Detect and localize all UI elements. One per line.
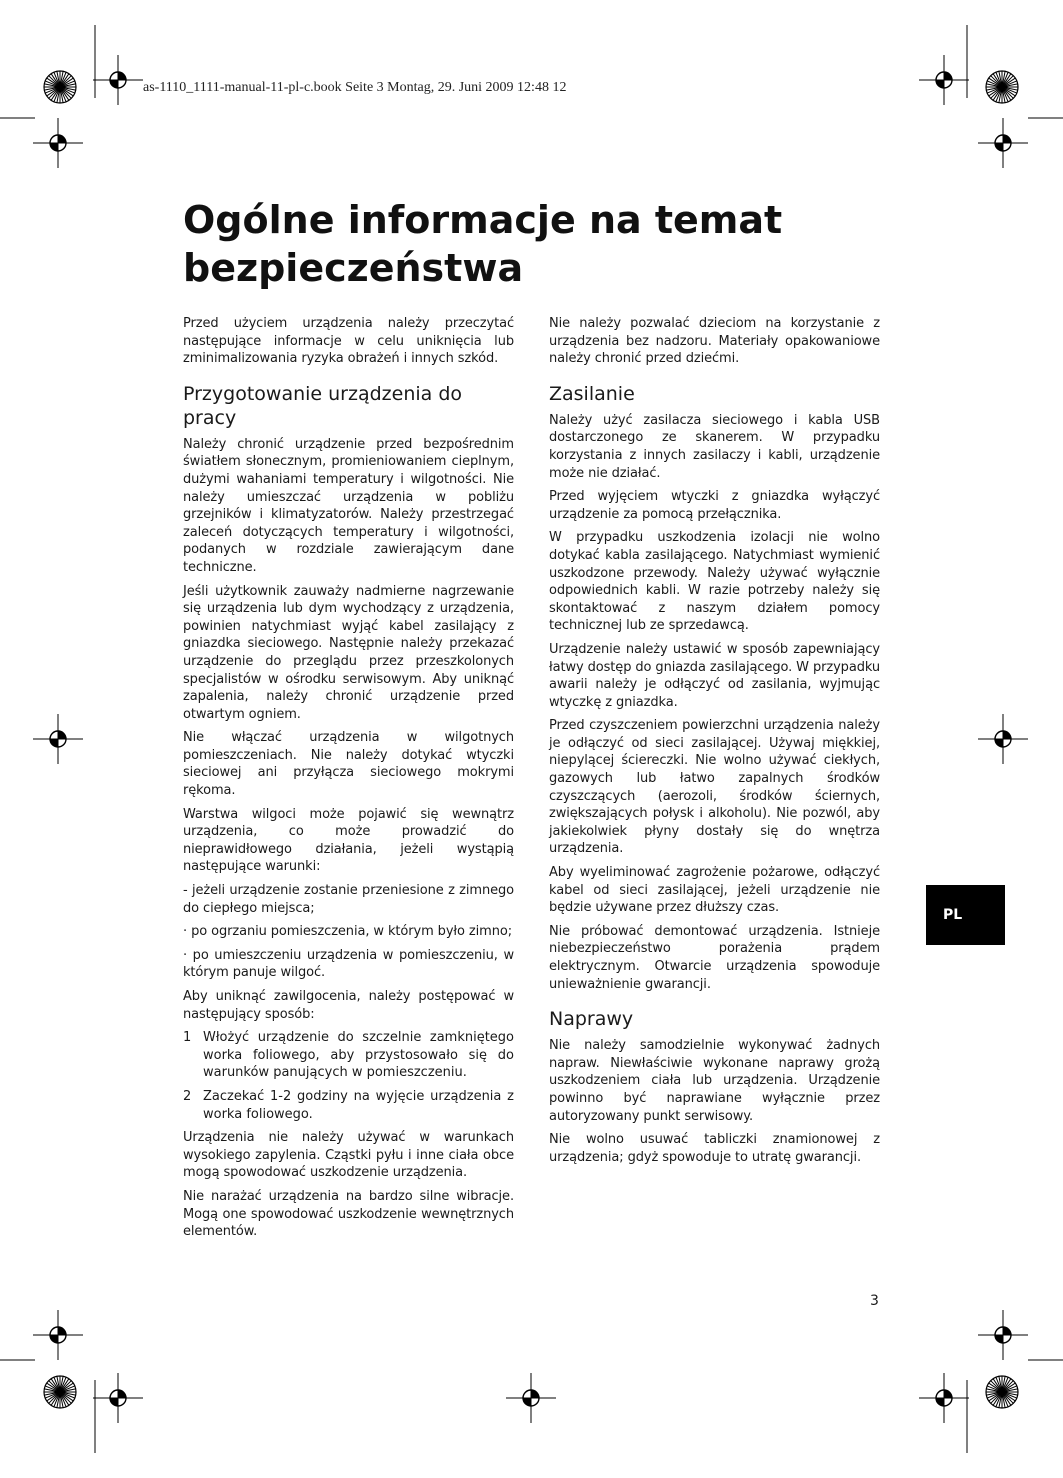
step-text: Włożyć urządzenie do szczelnie zamkniętego worka foliowego, aby przystosowało się do warunków panujących w pomieszczeniu. xyxy=(203,1030,514,1081)
step-number: 2 xyxy=(183,1088,192,1104)
language-tab: PL xyxy=(926,885,1005,945)
paragraph: Jeśli użytkownik zauważy nadmierne nagrzewanie się urządzenia lub dym wychodzący z urządzenia, powinien natychmiast wyjąć kabel zasilający z gniazdka sieciowego. Następnie należy przekazać urządzenie do przeglądu przez przeszkolonych specjalistów w ośrodku serwisowym. Aby uniknąć zapalenia, należy chronić urządzenie przed otwartym ogniem. xyxy=(183,583,514,722)
paragraph: Aby wyeliminować zagrożenie pożarowe, odłączyć kabel od sieci zasilającej, jeżeli urządzenie nie będzie używane przez dłuższy czas. xyxy=(549,865,880,916)
intro-paragraph: Nie należy pozwalać dzieciom na korzystanie z urządzenia bez nadzoru. Materiały opakowaniowe należy chronić przed dziećmi. xyxy=(549,316,880,367)
paragraph: Aby uniknąć zawilgocenia, należy postępować w następujący sposób: xyxy=(183,989,514,1022)
title-line-2: bezpieczeństwa xyxy=(183,246,524,290)
section-heading-naprawy: Naprawy xyxy=(549,1008,634,1031)
left-column xyxy=(183,315,514,1247)
paragraph: Należy chronić urządzenie przed bezpośrednim światłem słonecznym, promieniowaniem cieplnym, dużymi wahaniami temperatury i wilgotności. Nie należy umieszczać urządzenia w pobliżu grzejników i klimatyzatorów. Należy przestrzegać zaleceń dotyczących temperatury i wilgotności, podanych w rozdziale zawierającym dane techniczne. xyxy=(183,436,514,575)
page-title xyxy=(183,196,863,292)
page-number: 3 xyxy=(870,1293,879,1309)
paragraph: Nie próbować demontować urządzenia. Istnieje niebezpieczeństwo porażenia prądem elektrycznym. Otwarcie urządzenia spowoduje unieważnienie gwarancji. xyxy=(549,923,880,992)
step-number: 1 xyxy=(183,1030,192,1046)
section-heading-przygotowanie: Przygotowanie urządzenia do pracy xyxy=(183,382,463,429)
title-line-1: Ogólne informacje na temat xyxy=(183,198,783,242)
paragraph: Przed czyszczeniem powierzchni urządzenia należy je odłączyć od sieci zasilającej. Używaj miękkiej, niepylącej ściereczki. Nie wolno używać ciekłych, gazowych lub łatwo zapalnych środków czyszczących (aerozoli, środków ściernych, zwiększających połysk i alkoholu). Nie pozwól, aby jakiekolwiek płyny dostały się do wnętrza urządzenia. xyxy=(549,718,880,857)
paragraph: Należy użyć zasilacza sieciowego i kabla USB dostarczonego ze skanerem. W przypadku korzystania z innych zasilaczy i kabli, urządzenie może nie działać. xyxy=(549,412,880,481)
intro-paragraph: Przed użyciem urządzenia należy przeczytać następujące informacje w celu uniknięcia lub zminimalizowania ryzyka obrażeń i innych szkód. xyxy=(183,316,514,367)
section-heading-zasilanie: Zasilanie xyxy=(549,382,635,405)
paragraph: Nie włączać urządzenia w wilgotnych pomieszczeniach. Nie należy dotykać wtyczki sieciowej ani przyłącza sieciowego mokrymi rękoma. xyxy=(183,730,514,799)
paragraph: Nie narażać urządzenia na bardzo silne wibracje. Mogą one spowodować uszkodzenie wewnętrznych elementów. xyxy=(183,1188,514,1240)
step-text: Zaczekać 1-2 godziny na wyjęcie urządzenia z worka foliowego. xyxy=(203,1088,514,1122)
paragraph: Urządzenia nie należy używać w warunkach wysokiego zapylenia. Cząstki pyłu i inne ciała obce mogą spowodować uszkodzenie urządzenia. xyxy=(183,1130,514,1181)
paragraph: Warstwa wilgoci może pojawić się wewnątrz urządzenia, co może prowadzić do nieprawidłowego działania, jeżeli wystąpią następujące warunki: xyxy=(183,806,514,875)
condition-item: · po ogrzaniu pomieszczenia, w którym było zimno; xyxy=(183,924,512,940)
paragraph: Nie należy samodzielnie wykonywać żadnych napraw. Niewłaściwie wykonane naprawy grożą uszkodzeniem ciała lub urządzenia. Urządzenie powinno być naprawiane wyłącznie przez autoryzowany punkt serwisowy. xyxy=(549,1038,880,1124)
print-slug-line: as-1110_1111-manual-11-pl-c.book Seite 3 Montag, 29. Juni 2009 12:48 12 xyxy=(143,80,567,95)
numbered-step xyxy=(183,1029,514,1082)
paragraph: W przypadku uszkodzenia izolacji nie wolno dotykać kabla zasilającego. Natychmiast wymienić uszkodzone przewody. Należy używać wyłącznie odpowiednich kabli. W razie potrzeby należy się skontaktować z naszym działem pomocy technicznej lub ze sprzedawcą. xyxy=(549,530,880,634)
paragraph: Przed wyjęciem wtyczki z gniazdka wyłączyć urządzenie za pomocą przełącznika. xyxy=(549,489,880,522)
numbered-step xyxy=(183,1088,514,1123)
paragraph: Nie wolno usuwać tabliczki znamionowej z urządzenia; gdyż spowoduje to utratę gwarancji. xyxy=(549,1132,880,1165)
right-column xyxy=(549,315,880,1172)
condition-item: · po umieszczeniu urządzenia w pomieszczeniu, w którym panuje wilgoć. xyxy=(183,947,514,981)
paragraph: Urządzenie należy ustawić w sposób zapewniający łatwy dostęp do gniazda zasilającego. W przypadku awarii należy je odłączyć od zasilania, wyjmując wtyczkę z gniazdka. xyxy=(549,641,881,710)
condition-item: - jeżeli urządzenie zostanie przeniesione z zimnego do ciepłego miejsca; xyxy=(183,883,514,916)
